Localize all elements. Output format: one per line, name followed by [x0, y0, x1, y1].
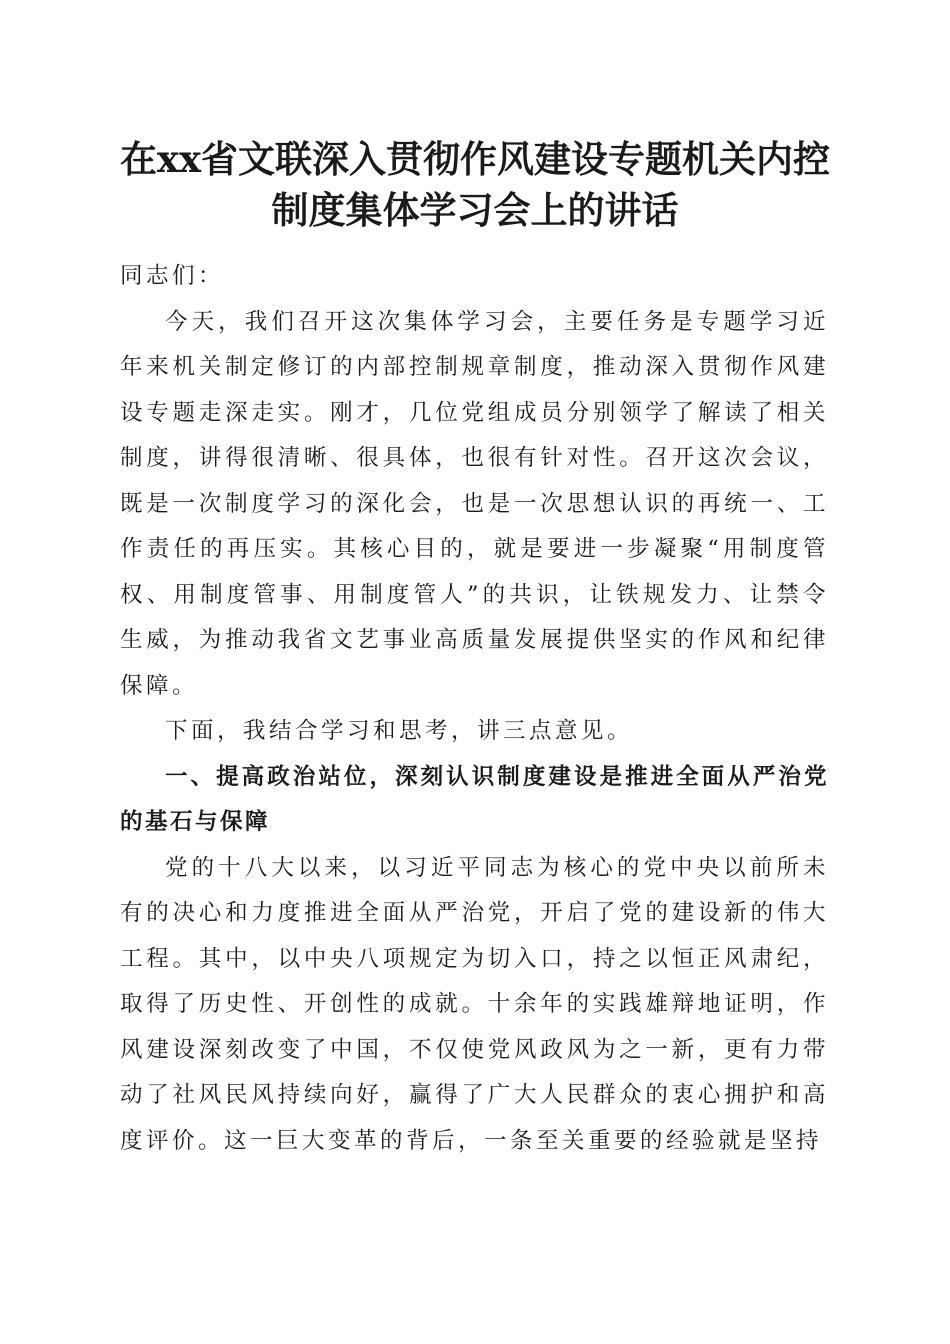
document-title [90, 134, 860, 236]
section-heading-1: 一、提高政治站位，深刻认识制度建设是推进全面从严治党的基石与保障 [120, 763, 829, 835]
section-1-paragraph: 党的十八大以来，以习近平同志为核心的党中央以前所未有的决心和力度推进全面从严治党，开启了党的建设新的伟大工程。其中，以中央八项规定为切入口，持之以恒正风肃纪，取得了历史性、开创性的成就。十余年的实践雄辩地证明，作风建设深刻改变了中国，不仅使党风政风为之一新，更有力带动了社风民风持续向好，赢得了广大人民群众的衷心拥护和高度评价。这一巨大变革的背后，一条至关重要的经验就是坚持 [120, 854, 829, 1154]
title-line-2: 制度集体学习会上的讲话 [271, 188, 679, 232]
body-paragraph: 下面，我结合学习和思考，讲三点意见。 [165, 718, 634, 744]
document-body [120, 254, 829, 1164]
body-paragraph: 今天，我们召开这次集体学习会，主要任务是专题学习近年来机关制定修订的内部控制规章制度，推动深入贯彻作风建设专题走深走实。刚才，几位党组成员分别领学了解读了相关制度，讲得很清晰、很具体，也很有针对性。召开这次会议，既是一次制度学习的深化会，也是一次思想认识的再统一、工作责任的再压实。其核心目的，就是要进一步凝聚“用制度管权、用制度管事、用制度管人”的共识，让铁规发力、让禁令生威，为推动我省文艺事业高质量发展提供坚实的作风和纪律保障。 [120, 308, 829, 699]
salutation: 同志们： [120, 263, 225, 289]
title-line-1: 在xx省文联深入贯彻作风建设专题机关内控 [119, 137, 831, 181]
